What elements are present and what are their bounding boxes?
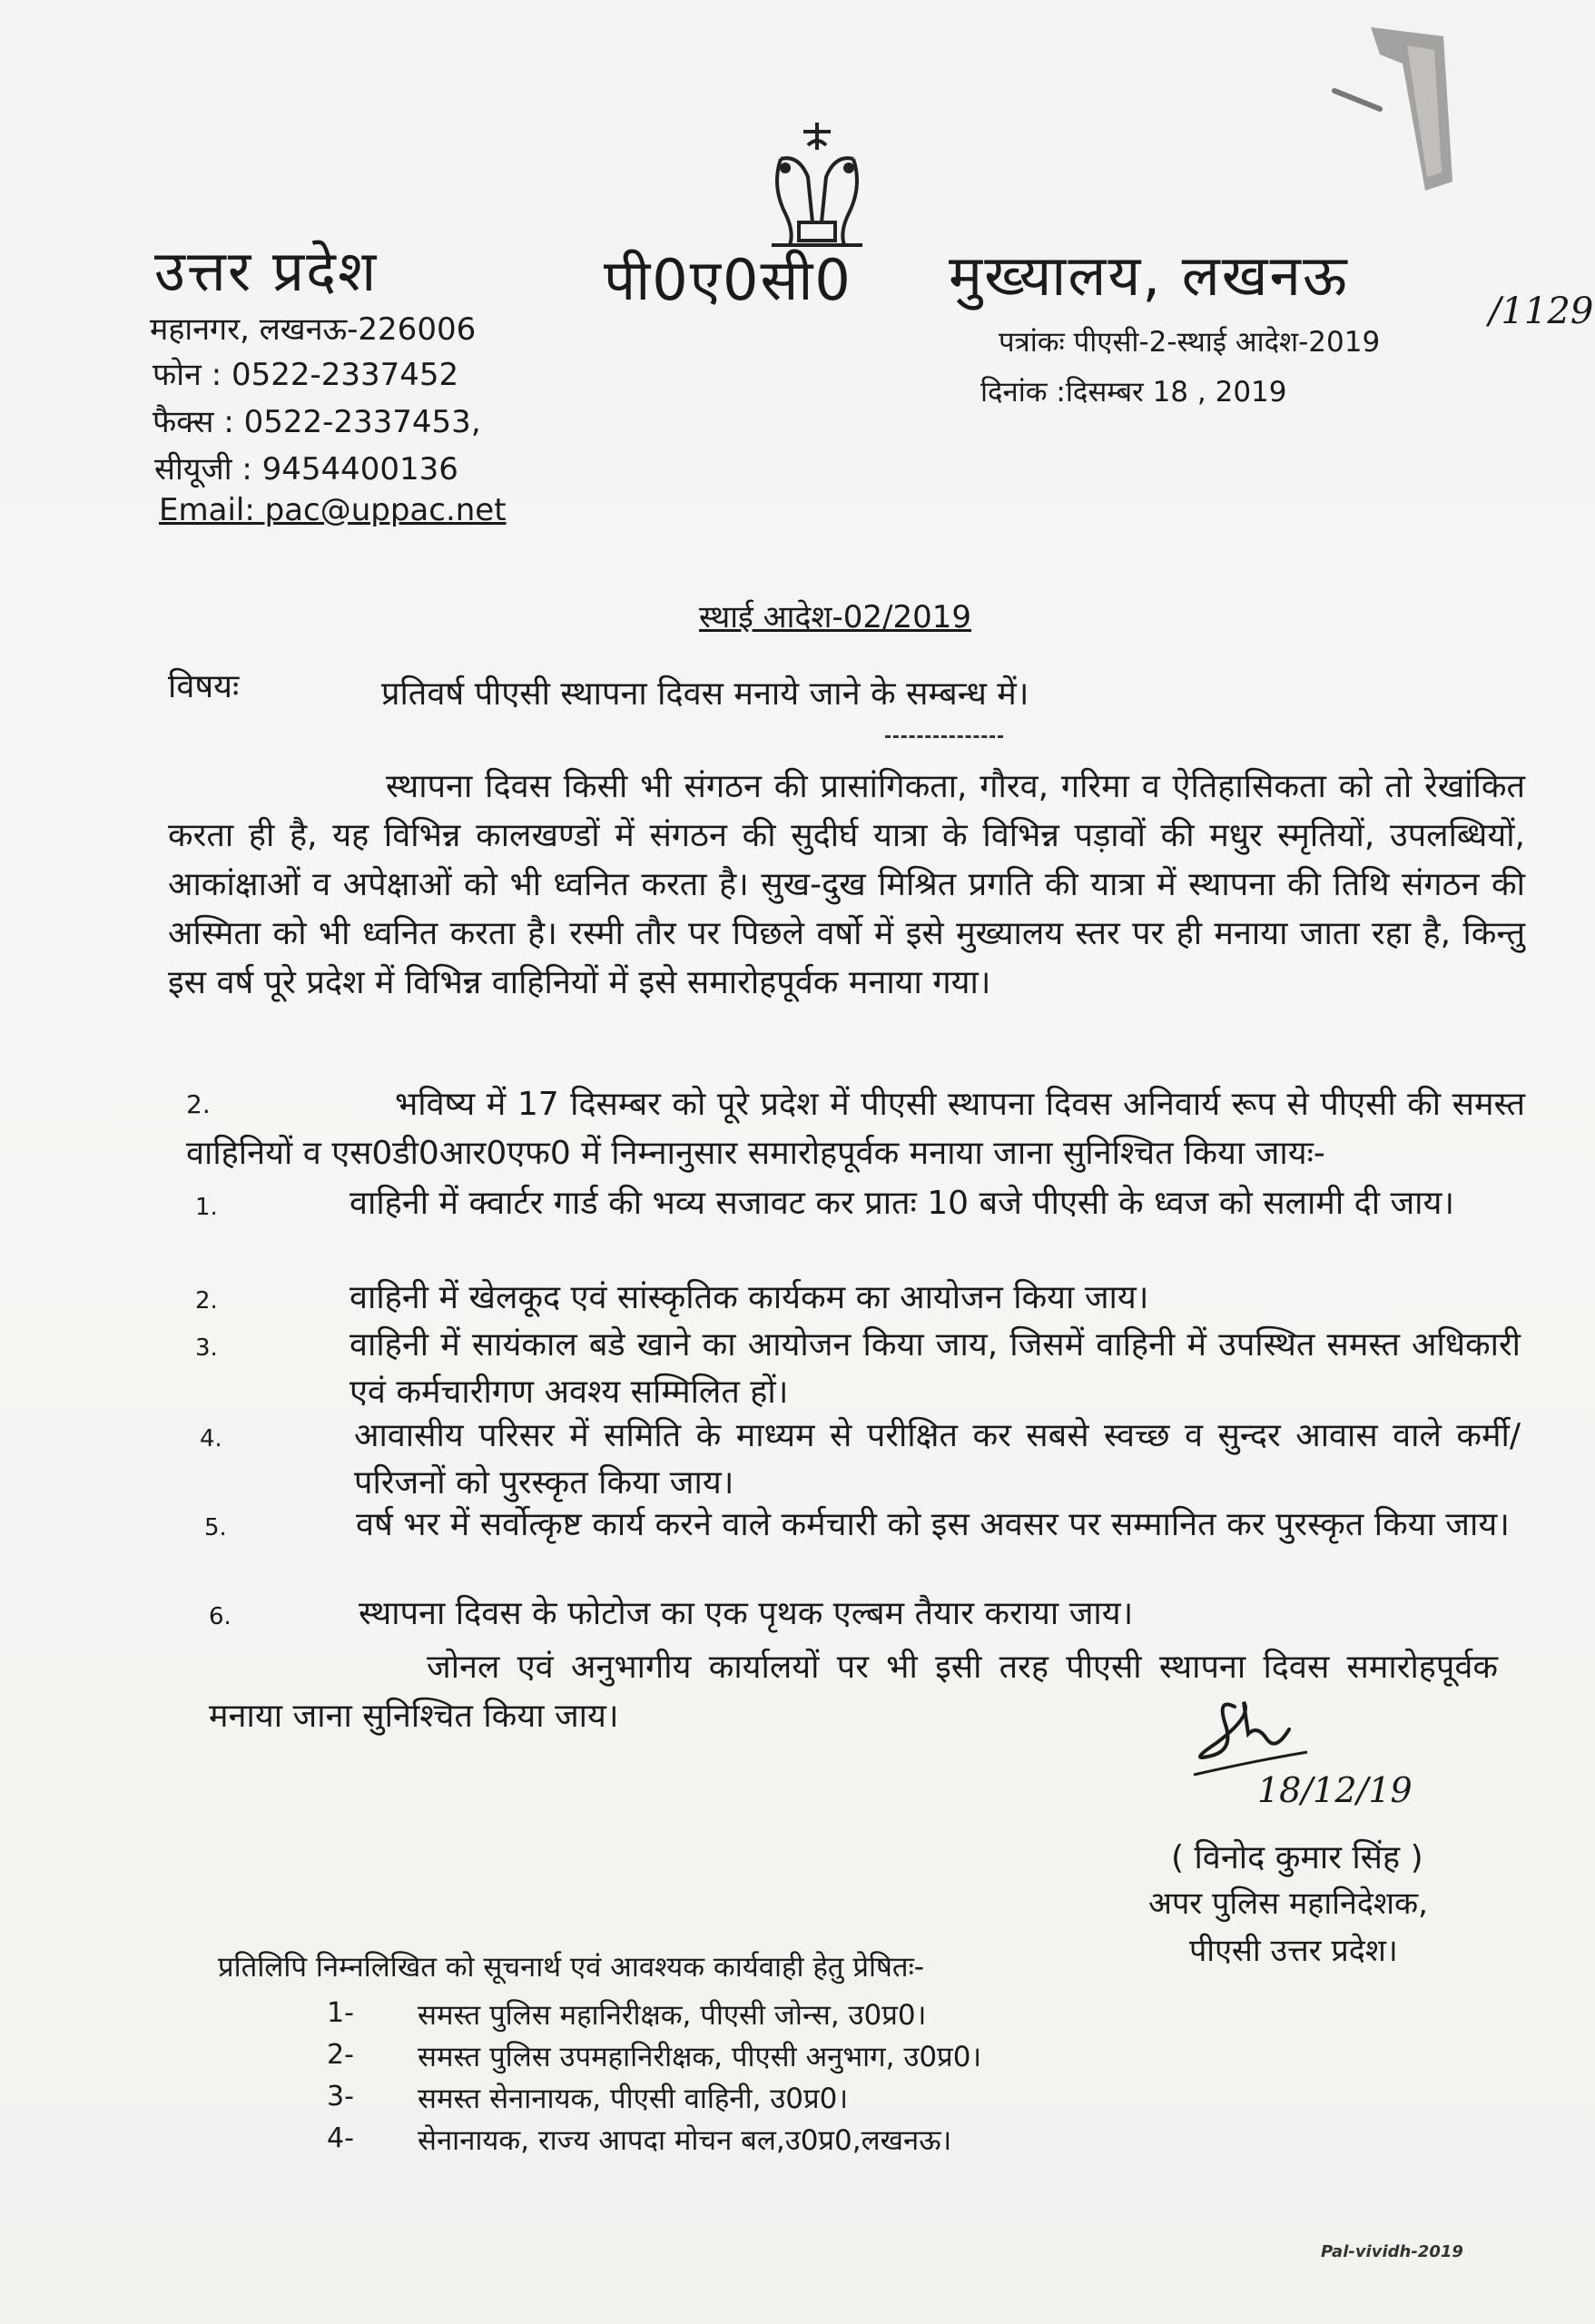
list-item: आवासीय परिसर में समिति के माध्यम से परीक्षित कर सबसे स्वच्छ व सुन्दर आवास वाले कर्मी/परिजनों को पुरस्कृत किया जाय। bbox=[354, 1417, 1521, 1502]
footer-file-code: Pal-vividh-2019 bbox=[1321, 2242, 1463, 2261]
item-number: 5. bbox=[204, 1514, 227, 1541]
header-hq: मुख्यालय, लखनऊ bbox=[949, 242, 1349, 309]
header-pac: पी0ए0सी0 bbox=[604, 247, 852, 313]
item-number: 6. bbox=[209, 1603, 231, 1630]
copy-item: समस्त सेनानायक, पीएसी वाहिनी, उ0प्र0। bbox=[418, 2083, 849, 2115]
item-number: 4. bbox=[200, 1425, 222, 1452]
letter-number-handwritten: /1129 bbox=[1489, 290, 1594, 332]
header-state: उत्तर प्रदेश bbox=[154, 238, 379, 304]
letter-date: दिनांक :दिसम्बर 18 , 2019 bbox=[980, 376, 1287, 409]
copy-item-number: 2- bbox=[327, 2039, 354, 2071]
address: महानगर, लखनऊ-226006 bbox=[150, 311, 477, 348]
copy-item-number: 3- bbox=[327, 2081, 354, 2112]
signatory-office: पीएसी उत्तर प्रदेश। bbox=[1189, 1933, 1398, 1969]
list-item: वर्ष भर में सर्वोत्कृष्ट कार्य करने वाले कर्मचारी को इस अवसर पर सम्मानित कर पुरस्कृत किया जाय। bbox=[356, 1506, 1510, 1543]
letter-number: पत्रांकः पीएसी-2-स्थाई आदेश-2019 bbox=[999, 326, 1381, 359]
signature-date: 18/12/19 bbox=[1257, 1770, 1413, 1810]
subject-text: प्रतिवर्ष पीएसी स्थापना दिवस मनाये जाने के सम्बन्ध में। bbox=[381, 675, 1029, 713]
copy-item: समस्त पुलिस महानिरीक्षक, पीएसी जोन्स, उ0प्र0। bbox=[418, 1999, 927, 2032]
list-item: वाहिनी में खेलकूद एवं सांस्कृतिक कार्यकम का आयोजन किया जाय। bbox=[350, 1279, 1149, 1316]
signatory-designation: अपर पुलिस महानिदेशक, bbox=[1148, 1886, 1428, 1922]
fax: फैक्स : 0522-2337453, bbox=[153, 404, 481, 440]
email: Email: pac@uppac.net bbox=[159, 492, 507, 528]
paragraph-2-number: 2. bbox=[186, 1089, 211, 1119]
signatory-name: ( विनोद कुमार सिंह ) bbox=[1171, 1839, 1423, 1876]
order-title: स्थाई आदेश-02/2019 bbox=[699, 599, 972, 635]
subject-label: विषयः bbox=[168, 668, 240, 705]
copy-item: समस्त पुलिस उपमहानिरीक्षक, पीएसी अनुभाग, उ0प्र0। bbox=[418, 2041, 982, 2073]
cug: सीयूजी : 9454400136 bbox=[154, 451, 458, 487]
paragraph-3: जोनल एवं अनुभागीय कार्यालयों पर भी इसी तरह पीएसी स्थापना दिवस समारोहपूर्वक मनाया जाना सुनिश्चित किया जाय। bbox=[209, 1649, 1498, 1735]
paragraph-2: भविष्य में 17 दिसम्बर को पूरे प्रदेश में पीएसी स्थापना दिवस अनिवार्य रूप से पीएसी की समस्त वाहिनियों व एस0डी0आर0एफ0 में निम्नानुसार समारोहपूर्वक मनाया जाना सुनिश्चित किया जायः- bbox=[186, 1086, 1525, 1172]
paragraph-1: स्थापना दिवस किसी भी संगठन की प्रासांगिकता, गौरव, गरिमा व ऐतिहासिकता को तो रेखांकित करता ही है, यह विभिन्न कालखण्डों में संगठन की सुदीर्घ यात्रा के विभिन्न पड़ावों की मधुर स्मृतियों, उपलब्धियों, आकांक्षाओं व अपेक्षाओं को भी ध्वनित करता है। सुख-दुख मिश्रित प्रगति की यात्रा में स्थापना की तिथि संगठन की अस्मिता को भी ध्वनित करता है। रस्मी तौर पर पिछले वर्षो में इसे मुख्यालय स्तर पर ही मनाया जाता रहा है, किन्तु इस वर्ष पूरे प्रदेश में विभिन्न वाहिनियों में इसे समारोहपूर्वक मनाया गया। bbox=[168, 768, 1525, 1001]
item-number: 3. bbox=[195, 1334, 218, 1362]
subject-divider bbox=[885, 735, 1003, 738]
staple-clip-icon bbox=[1316, 9, 1462, 200]
pac-emblem-icon bbox=[753, 113, 881, 259]
phone: फोन : 0522-2337452 bbox=[153, 357, 459, 393]
copy-to-intro: प्रतिलिपि निम्नलिखित को सूचनार्थ एवं आवश्यक कार्यवाही हेतु प्रेषितः- bbox=[218, 1951, 925, 1984]
list-item: स्थापना दिवस के फोटोज का एक पृथक एल्बम तैयार कराया जाय। bbox=[359, 1595, 1134, 1632]
copy-item-number: 4- bbox=[327, 2122, 354, 2154]
list-item: वाहिनी में क्वार्टर गार्ड की भव्य सजावट कर प्रातः 10 बजे पीएसी के ध्वज को सलामी दी जाय। bbox=[350, 1185, 1455, 1222]
item-number: 1. bbox=[195, 1194, 218, 1221]
item-number: 2. bbox=[195, 1287, 218, 1315]
copy-item: सेनानायक, राज्य आपदा मोचन बल,उ0प्र0,लखनऊ। bbox=[418, 2124, 952, 2157]
list-item: वाहिनी में सायंकाल बडे खाने का आयोजन किया जाय, जिसमें वाहिनी में उपस्थित समस्त अधिकारी एवं कर्मचारीगण अवश्य सम्मिलित हों। bbox=[350, 1326, 1521, 1411]
copy-item-number: 1- bbox=[327, 1997, 354, 2029]
